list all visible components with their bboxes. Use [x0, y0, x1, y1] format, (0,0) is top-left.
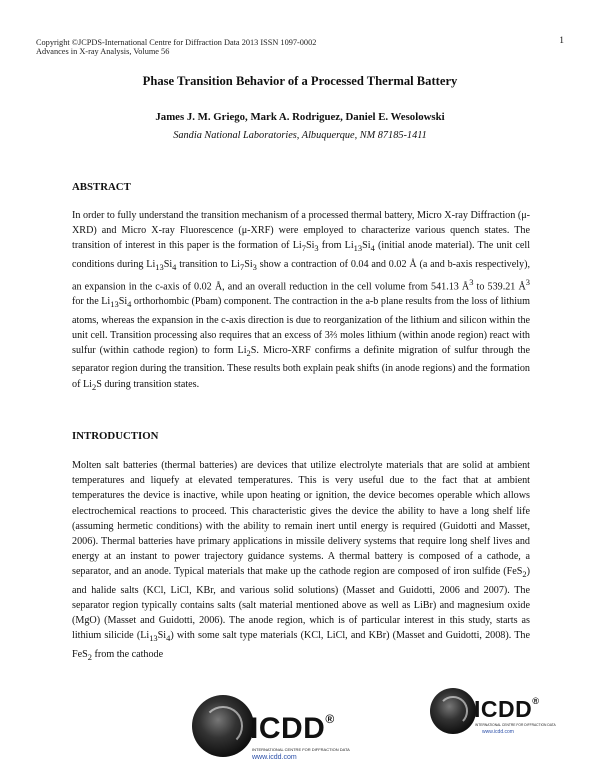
globe-icon	[192, 695, 254, 757]
journal-line: Advances in X-ray Analysis, Volume 56	[36, 47, 170, 56]
introduction-heading: INTRODUCTION	[72, 430, 159, 442]
paper-title: Phase Transition Behavior of a Processed Thermal Battery	[142, 74, 458, 88]
author-list: James J. M. Griego, Mark A. Rodriguez, Daniel E. Wesolowski	[155, 111, 445, 123]
icdd-logo-left	[192, 695, 362, 769]
icdd-tagline: INTERNATIONAL CENTRE FOR DIFFRACTION DATA	[252, 747, 350, 752]
icdd-tagline: INTERNATIONAL CENTRE FOR DIFFRACTION DATA	[475, 723, 556, 727]
icdd-wordmark: ICDD®	[250, 712, 335, 745]
icdd-wordmark: ICDD®	[474, 696, 540, 722]
icdd-logo-right	[430, 688, 556, 748]
icdd-url[interactable]: www.icdd.com	[482, 729, 514, 735]
abstract-heading: ABSTRACT	[72, 181, 131, 193]
introduction-body: Molten salt batteries (thermal batteries) are devices that utilize electrolyte materials that are solid at ambient temperatures and liquefy at elevated temperatures. This is very useful due to the fact that at ambient temperatures the device is inactive, while upon heating or ignition, the device becomes operable which allows electrochemical reactions to proceed. This characteristic gives the device the ability to have a long shelf life (assuming hermetic conditions) with the ability to remain inert until energy is required (Guidotti and Masset, 2006). Thermal batteries have primary applications in missile delivery systems that require long shelf lives and energy at an instant to power trajectory guidance systems. A thermal battery is composed of a cathode, a separator, and an anode. Typical materials that make up the cathode region are composed of iron sulfide (FeS$_2$) and halide salts (KCl, LiCl, KBr, and various solid solutions) (Masset and Guidotti, 2006 and 2007). The separator region typically contains salts (salt material mentioned above as well as LiBr) and magnesium oxide (MgO) (Masset and Guidotti, 2006). The anode region, which is of particular interest in this study, starts as lithium silicide $(Li_{13}Si_4)$ with some salt type materials (KCl, LiCl, and KBr) (Masset and Guidotti, 2008). The FeS$_2$ from the cathode	[72, 460, 530, 662]
globe-icon	[430, 688, 476, 734]
page-number: 1	[559, 36, 564, 46]
running-header	[36, 38, 316, 56]
abstract-body: In order to fully understand the transition mechanism of a processed thermal battery, Micro X-ray Diffraction (μ-XRD) and Micro X-ray Fluorescence (μ-XRF) were employed to characterize various quench states. The transition of interest in this paper is the formation of $Li_7Si_3$ from $Li_{13}Si_4$ (initial anode material). The unit cell conditions during $Li_{13}Si_4$ transition to $Li_7Si_3$ show a contraction of 0.04 and 0.02 Å (a and b-axis respectively), an expansion in the c-axis of 0.02 Å, and an overall reduction in the cell volume from 541.13 $Å^3$ to 539.21 $Å^3$ for the $Li_{13}Si_4$ orthorhombic (Pbam) component. The contraction in the a-b plane results from the loss of lithium atoms, whereas the expansion in the c-axis direction is due to reorganization of the lithium and silicon within the unit cell. Transition processing also requires that an excess of 3⅔ moles lithium (within anode region) react with sulfur (within cathode region) to form $Li_2S$. Micro-XRF confirms a definite migration of sulfur through the separator region during the transition. These results both explain peak shifts (in anode regions) and the formation of $Li_2S$ during transition states.	[72, 210, 531, 392]
affiliation: Sandia National Laboratories, Albuquerque, NM 87185-1411	[173, 130, 427, 141]
copyright-line: Copyright ©JCPDS-International Centre for Diffraction Data 2013 ISSN 1097-0002	[36, 38, 317, 47]
icdd-url[interactable]: www.icdd.com	[252, 754, 297, 761]
